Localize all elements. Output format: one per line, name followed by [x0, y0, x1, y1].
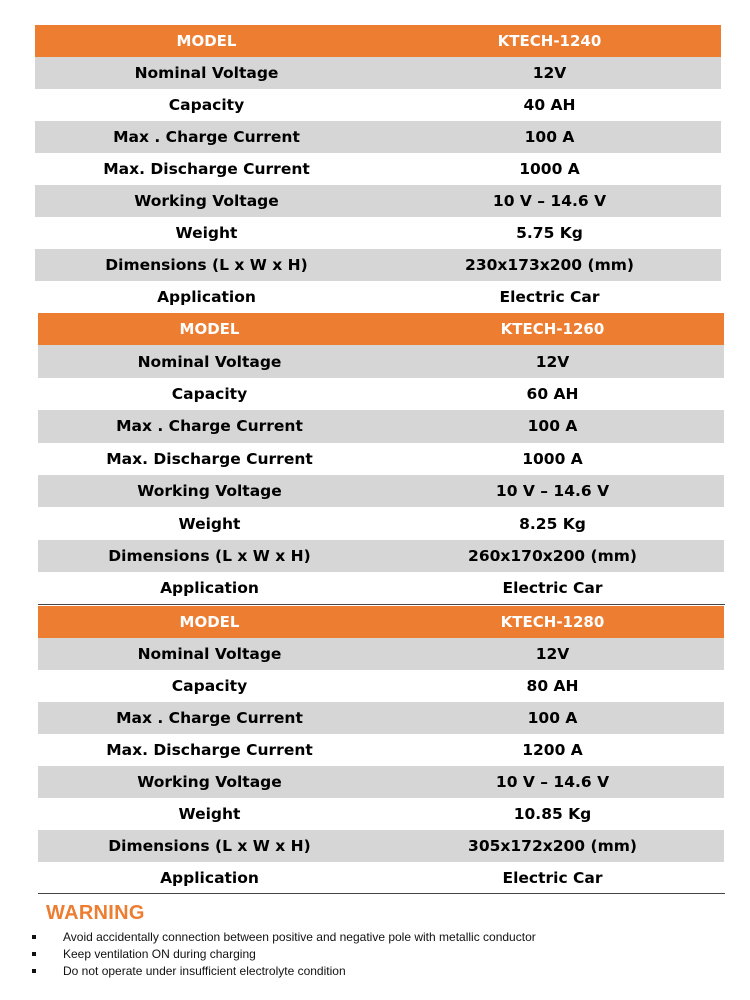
- spec-label: Dimensions (L x W x H): [38, 830, 381, 862]
- spec-label: Weight: [35, 217, 378, 249]
- spec-label: Max . Charge Current: [38, 410, 381, 442]
- table-bottom-rule: [38, 893, 725, 894]
- spec-value: 12V: [381, 345, 724, 377]
- spec-label: Weight: [38, 507, 381, 539]
- spec-value: Electric Car: [381, 572, 724, 604]
- table-row: [38, 638, 724, 670]
- model-value: KTECH-1280: [381, 606, 724, 638]
- model-label: MODEL: [35, 25, 378, 57]
- spec-label: Max . Charge Current: [38, 702, 381, 734]
- spec-label: Max. Discharge Current: [35, 153, 378, 185]
- spec-table-ktech-1240: [35, 25, 721, 313]
- spec-label: Application: [38, 572, 381, 604]
- table-row: [35, 121, 721, 153]
- table-row: [35, 153, 721, 185]
- bullet-icon: [32, 952, 36, 956]
- warning-list: [30, 929, 730, 980]
- bullet-icon: [32, 935, 36, 939]
- table-row: [38, 830, 724, 862]
- model-value: KTECH-1240: [378, 25, 721, 57]
- list-item: [30, 946, 730, 963]
- table-row: [38, 410, 724, 442]
- table-row: [38, 345, 724, 377]
- list-item: [30, 963, 730, 980]
- spec-table-ktech-1260: [38, 313, 724, 605]
- spec-label: Max. Discharge Current: [38, 443, 381, 475]
- spec-value: 10.85 Kg: [381, 798, 724, 830]
- table-divider: [38, 604, 725, 605]
- table-row: [35, 217, 721, 249]
- spec-value: 1000 A: [378, 153, 721, 185]
- spec-label: Working Voltage: [38, 766, 381, 798]
- spec-value: 1000 A: [381, 443, 724, 475]
- warning-text: Do not operate under insufficient electrolyte condition: [63, 964, 346, 978]
- spec-value: 10 V – 14.6 V: [381, 475, 724, 507]
- table-row: [35, 281, 721, 313]
- table-row: [35, 185, 721, 217]
- spec-value: 100 A: [378, 121, 721, 153]
- spec-label: Dimensions (L x W x H): [35, 249, 378, 281]
- spec-label: Capacity: [35, 89, 378, 121]
- spec-label: Capacity: [38, 378, 381, 410]
- warning-section: [30, 902, 730, 980]
- table-header-row: [38, 313, 724, 345]
- spec-label: Max . Charge Current: [35, 121, 378, 153]
- spec-label: Working Voltage: [38, 475, 381, 507]
- table-row: [38, 507, 724, 539]
- spec-value: 12V: [381, 638, 724, 670]
- spec-value: Electric Car: [378, 281, 721, 313]
- table-header-row: [35, 25, 721, 57]
- spec-value: 1200 A: [381, 734, 724, 766]
- spec-label: Weight: [38, 798, 381, 830]
- spec-value: 10 V – 14.6 V: [381, 766, 724, 798]
- table-row: [38, 862, 724, 894]
- spec-value: 60 AH: [381, 378, 724, 410]
- spec-value: 100 A: [381, 410, 724, 442]
- spec-label: Dimensions (L x W x H): [38, 540, 381, 572]
- spec-label: Nominal Voltage: [38, 638, 381, 670]
- spec-value: 260x170x200 (mm): [381, 540, 724, 572]
- table-row: [35, 57, 721, 89]
- spec-label: Application: [35, 281, 378, 313]
- spec-value: 230x173x200 (mm): [378, 249, 721, 281]
- warning-text: Keep ventilation ON during charging: [63, 947, 256, 961]
- spec-value: 10 V – 14.6 V: [378, 185, 721, 217]
- list-item: [30, 929, 730, 946]
- warning-text: Avoid accidentally connection between positive and negative pole with metallic conductor: [63, 930, 536, 944]
- spec-value: 100 A: [381, 702, 724, 734]
- spec-label: Application: [38, 862, 381, 894]
- table-row: [38, 766, 724, 798]
- spec-label: Nominal Voltage: [38, 345, 381, 377]
- spec-value: 40 AH: [378, 89, 721, 121]
- table-row: [38, 475, 724, 507]
- warning-title: WARNING: [46, 902, 145, 924]
- spec-label: Nominal Voltage: [35, 57, 378, 89]
- spec-label: Working Voltage: [35, 185, 378, 217]
- spec-value: 12V: [378, 57, 721, 89]
- model-label: MODEL: [38, 313, 381, 345]
- bullet-icon: [32, 969, 36, 973]
- table-row: [38, 540, 724, 572]
- table-row: [38, 670, 724, 702]
- table-row: [38, 702, 724, 734]
- spec-value: 80 AH: [381, 670, 724, 702]
- table-row: [38, 378, 724, 410]
- table-header-row: [38, 606, 724, 638]
- spec-value: 8.25 Kg: [381, 507, 724, 539]
- spec-value: 305x172x200 (mm): [381, 830, 724, 862]
- table-row: [38, 443, 724, 475]
- spec-table-ktech-1280: [38, 606, 724, 894]
- model-label: MODEL: [38, 606, 381, 638]
- table-row: [38, 734, 724, 766]
- spec-label: Max. Discharge Current: [38, 734, 381, 766]
- table-row: [38, 572, 724, 604]
- spec-value: Electric Car: [381, 862, 724, 894]
- table-row: [35, 89, 721, 121]
- spec-value: 5.75 Kg: [378, 217, 721, 249]
- table-row: [38, 798, 724, 830]
- table-row: [35, 249, 721, 281]
- spec-label: Capacity: [38, 670, 381, 702]
- model-value: KTECH-1260: [381, 313, 724, 345]
